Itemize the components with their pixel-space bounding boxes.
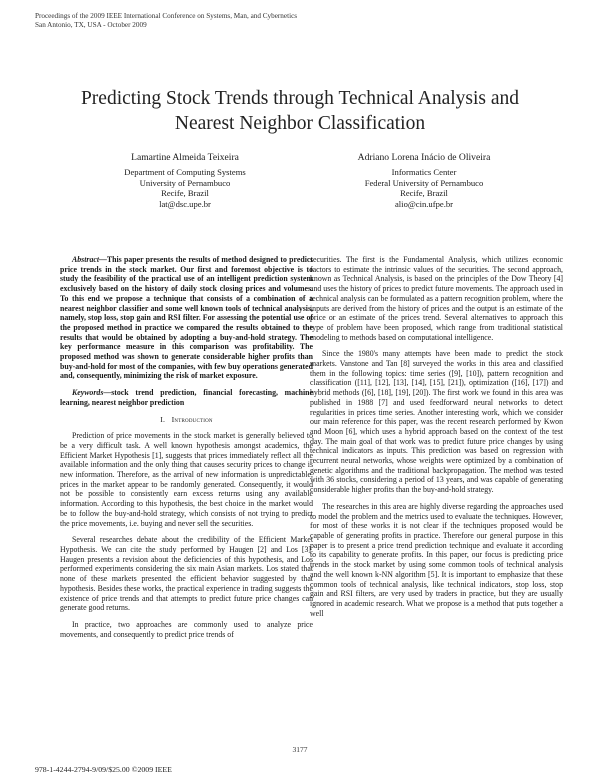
author-email: alio@cin.ufpe.br [394, 199, 454, 210]
keywords-text: —stock trend prediction, financial forecasting, machine learning, nearest neighbor prediction [60, 388, 313, 407]
right-column [310, 255, 563, 625]
author-email: lat@dsc.upe.br [159, 199, 211, 210]
left-column [60, 255, 313, 646]
author-org: University of Pernambuco [139, 177, 231, 188]
author-org: Federal University of Pernambuco [364, 177, 484, 188]
paragraph: Since the 1980's many attempts have been made to predict the stock markets. Vanstone and Tan [8] surveyed the works in this area and classified them in the following topics: time series ([9], [10]), pattern recognition and classification ([11], [12], [13], [14], [15], [21]), optimization ([16], [17]) and hybrid methods ([6], [18], [19], [20]). The first work we found in this area was published in 1988 [7] and used feedforward neural networks to detect regularities in prices time series. Another interesting work, which we consider our main reference for this paper, was the recent research performed by Kwon and Moon [6], which uses a hybrid approach based on the context of the test day. The main goal of that work was to predict future price changes by using technical indicators as inputs. This prediction was based on regression with recurrent neural networks, whose weights were optimized by a combination of genetic algorithms and the traditional backpropagation. The method was tested with 36 stocks, considering a period of 13 years, and was capable of generating considerable higher profits than the buy-and-hold strategy. [310, 349, 563, 495]
conference-line-1: Proceedings of the 2009 IEEE International Conference on Systems, Man, and Cybernetics [35, 12, 298, 20]
author-dept: Department of Computing Systems [124, 166, 246, 177]
paragraph: Prediction of price movements in the stock market is generally believed to be a very difficult task. A well known hypothesis amongst academics, the Efficient Market Hypothesis [1], suggests that prices immediately reflect all the available information and the only thing that causes security prices to change is new information. Therefore, as the arrival of new information is unpredictable, prices in the market appear to be randomly generated. Consequently, it would not be possible to consistently earn excess returns using any available information. According to this hypothesis, the best choice in the market would be to follow the buy-and-hold strategy, which consists of not trying to predict the price movements, i.e. buying and never sell the securities. [60, 431, 313, 528]
author-name: Lamartine Almeida Teixeira [131, 152, 239, 163]
keywords-label: Keywords [72, 388, 104, 398]
section-number: I. [160, 414, 166, 424]
paragraph: In practice, two approaches are commonly used to analyze price movements, and consequently to predict price trends of [60, 619, 313, 639]
author-place: Recife, Brazil [161, 188, 209, 199]
author-place: Recife, Brazil [400, 188, 448, 199]
paragraph: The researches in this area are highly diverse regarding the approaches used to model the problem and the metrics used to evaluate the techniques. However, for most of these works it is not clear if the techniques proposed would be capable of generating profits in practice. Therefore our general purpose in this paper is to present a price trend prediction technique and evaluate it according to its capability to generate profits. In this paper, our focus is predicting price trends in the stock market by using some common tools of technical analysis and the well known k-NN algorithm [5]. It is important to emphasize that these common tools of technical analysis, like technical indicators, stop loss, stop gain and RSI filters, are very used by traders in practice, but they are usually ignored in academic research. What we propose is a method that puts together a well [310, 501, 563, 618]
page-number: 3177 [292, 745, 308, 754]
keywords [60, 388, 313, 407]
author-dept: Informatics Center [391, 166, 457, 177]
conference-line-2: San Antonio, TX, USA - October 2009 [35, 21, 147, 30]
author-name: Adriano Lorena Inácio de Oliveira [357, 152, 491, 163]
abstract-text: —This paper presents the results of method designed to predict price trends in the stock market. Our first and foremost objective is to study the feasibility of the practical use of an intelligent prediction system exclusively based on the history of daily stock closing prices and volumes. To this end we propose a technique that consists of a combination of a nearest neighbor classifier and some well known tools of technical analysis, namely, stop loss, stop gain and RSI filter. For assessing the potential use of the proposed method in practice we compared the results obtained to the results that would be obtained by adopting a buy-and-hold strategy. The key performance measure in this comparison was profitability. The proposed method was shown to generate considerable higher profits than buy-and-hold for most of the companies, with few buy operations generated and, consequently, minimizing the risk of market exposure. [60, 255, 313, 381]
section-title: Introduction [171, 414, 213, 424]
paragraph: Several researches debate about the credibility of the Efficient Market Hypothesis. We can cite the study performed by Haugen [2] and Los [3]. Haugen presents a revision about the deficiencies of this hypothesis, and Los performed experiments considering the six main Asian markets. Los stated that none of these markets presented the efficient behavior suggested by that hypothesis. Besides these works, the practical experience in trading suggests the existence of price trends and that attempts to predict future price changes can generate good returns. [60, 535, 313, 613]
section-heading [60, 415, 313, 425]
copyright-isbn: 978-1-4244-2794-9/09/$25.00 ©2009 IEEE [35, 765, 172, 774]
author-block-1 [65, 153, 305, 210]
author-block-2 [304, 153, 544, 210]
paper-title: Predicting Stock Trends through Technical Analysis and Nearest Neighbor Classification [80, 88, 520, 134]
abstract-label: Abstract [72, 255, 100, 264]
conference-header [35, 12, 297, 30]
abstract [60, 255, 313, 381]
paragraph: securities. The first is the Fundamental Analysis, which utilizes economic factors to estimate the intrinsic values of the securities. The second approach, known as Technical Analysis, is based on the principles of the Dow Theory [4] and uses the history of prices to predict future movements. The approach used in technical analysis can be formulated as a pattern recognition problem, where the inputs are derived from the history of prices and the output is an estimate of the price or an estimate of the prices trend. Several alternatives to approach this type of problem have been proposed, which range from traditional statistical modeling to methods based on computational intelligence. [310, 255, 563, 342]
